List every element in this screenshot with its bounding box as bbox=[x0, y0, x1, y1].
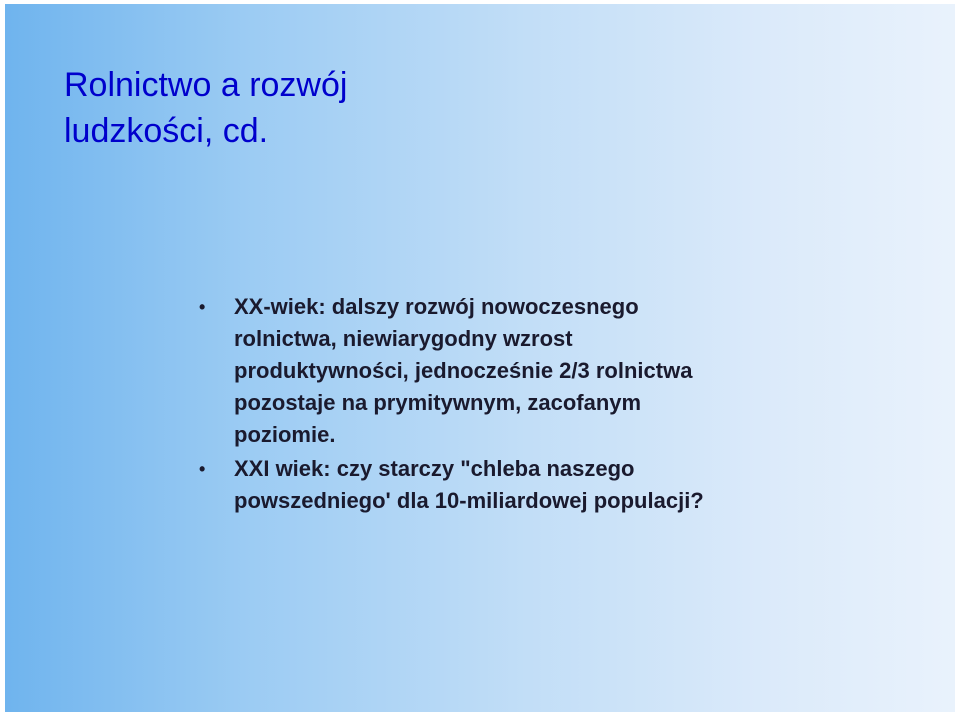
bullet-1-line-5: poziomie. bbox=[234, 422, 336, 447]
slide-title bbox=[64, 62, 764, 154]
bullet-dot-icon: • bbox=[199, 459, 206, 479]
bullet-dot-icon: • bbox=[199, 297, 206, 317]
title-line-2: ludzkości, cd. bbox=[64, 112, 269, 150]
bullet-list bbox=[195, 291, 835, 519]
bullet-1-line-3: produktywności, jednocześnie 2/3 rolnictwa bbox=[234, 358, 693, 383]
bullet-1-line-1: XX-wiek: dalszy rozwój nowoczesnego bbox=[234, 294, 639, 319]
bullet-2-line-2: powszedniego' dla 10-miliardowej populacji? bbox=[234, 488, 704, 513]
bullet-1-line-4: pozostaje na prymitywnym, zacofanym bbox=[234, 390, 642, 415]
bullet-item-2 bbox=[195, 453, 835, 517]
slide bbox=[5, 4, 955, 712]
title-line-1: Rolnictwo a rozwój bbox=[64, 66, 348, 104]
bullet-1-line-2: rolnictwa, niewiarygodny wzrost bbox=[234, 326, 573, 351]
bullet-2-line-1: XXI wiek: czy starczy "chleba naszego bbox=[234, 456, 635, 481]
bullet-item-1 bbox=[195, 291, 835, 451]
